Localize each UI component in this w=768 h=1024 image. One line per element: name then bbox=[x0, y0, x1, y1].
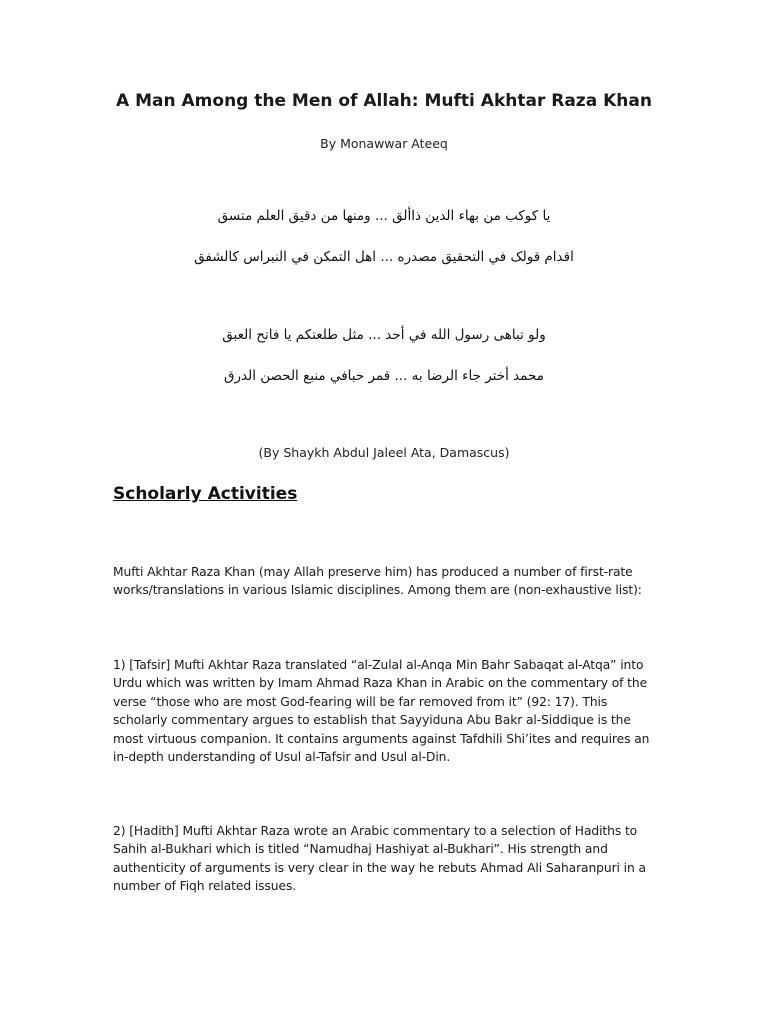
poem-line-3: ولو تباهى رسول الله في أحد ... مثل طلعتكم يا فاتح العبق bbox=[222, 327, 546, 343]
poem-credit: (By Shaykh Abdul Jaleel Ata, Damascus) bbox=[258, 445, 510, 460]
list-item-tafsir: 1) [Tafsir] Mufti Akhtar Raza translated “al-Zulal al-Anqa Min Bahr Sabaqat al-Atqa” into Urdu which was written by Imam Ahmad Raza Khan in Arabic on the commentary of the verse “those who are most God-fearing will be far removed from it” (92: 17). This scholarly commentary argues to establish that Sayyiduna Abu Bakr al-Siddique is the most virtuous companion. It contains arguments against Tafdhili Shi’ites and requires an in-depth understanding of Usul al-Tafsir and Usul al-Din. bbox=[113, 658, 650, 765]
document-title: A Man Among the Men of Allah: Mufti Akhtar Raza Khan bbox=[116, 91, 652, 111]
section-heading: Scholarly Activities bbox=[113, 484, 298, 504]
list-item-hadith: 2) [Hadith] Mufti Akhtar Raza wrote an Arabic commentary to a selection of Hadiths to Sahih al-Bukhari which is titled “Namudhaj Hashiyat al-Bukhari”. His strength and authenticity of arguments is very clear in the way he rebuts Ahmad Ali Saharanpuri in a number of Fiqh related issues. bbox=[113, 824, 646, 894]
poem-line-1: يا كوكب من بهاء الدين ذاألق ... ومنها من دقيق العلم متسق bbox=[217, 208, 551, 224]
poem-line-4: محمد أختر جاء الرضا به ... قمر حبافي منبع الحصن الدرق bbox=[224, 368, 544, 384]
author-byline: By Monawwar Ateeq bbox=[320, 136, 448, 151]
intro-paragraph: Mufti Akhtar Raza Khan (may Allah preserve him) has produced a number of first-rate works/translations in various Islamic disciplines. Among them are (non-exhaustive list): bbox=[113, 565, 642, 598]
poem-line-2: اقدام قولک في التحقيق مصدره ... اهل التمكن في النبراس كالشفق bbox=[194, 249, 574, 265]
